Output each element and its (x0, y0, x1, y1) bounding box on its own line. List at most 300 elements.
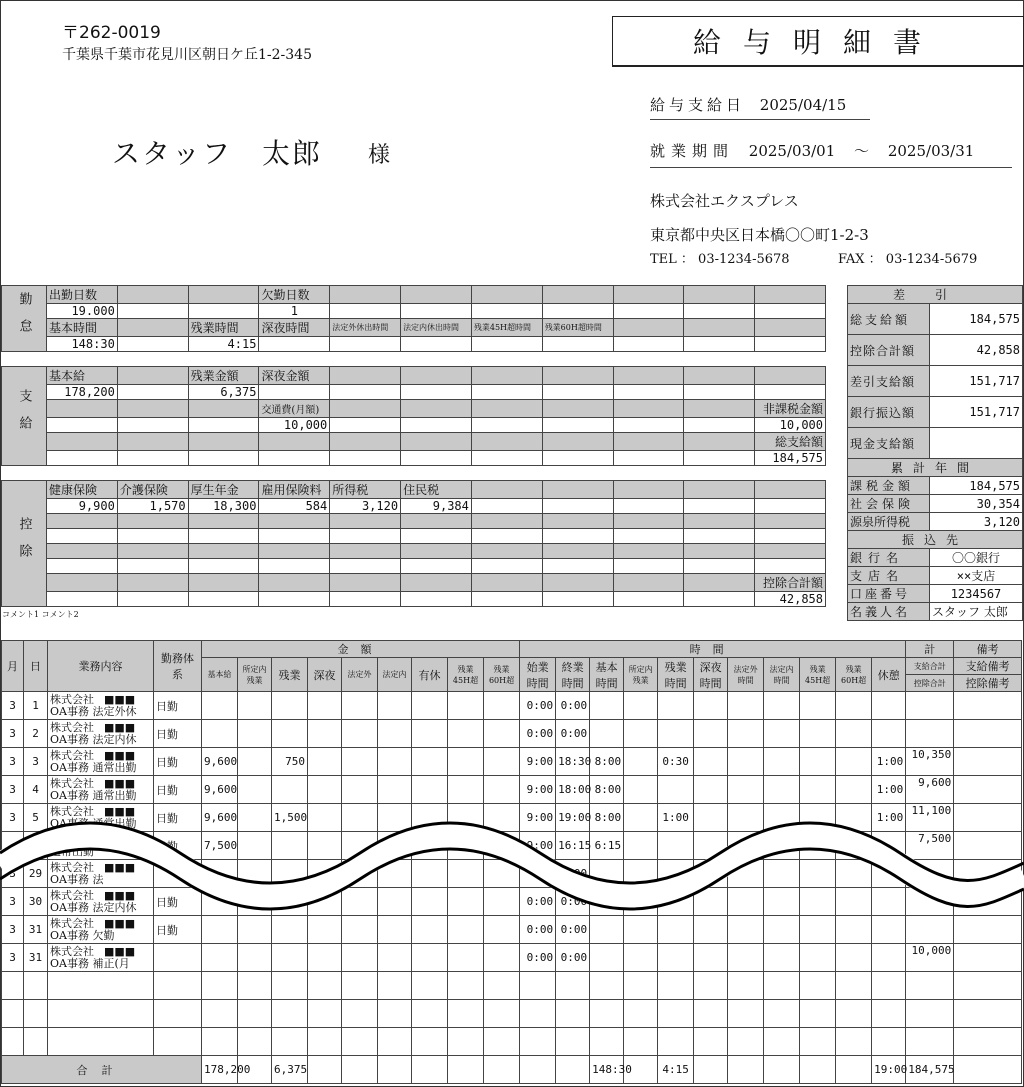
work-period (650, 140, 1012, 168)
row-paid (412, 944, 448, 972)
employment-insurance-label: 雇用保険料 (259, 481, 330, 499)
row-prescribed-ot (238, 720, 272, 748)
row-day: 30 (24, 888, 48, 916)
row-base-hours (590, 692, 624, 720)
row-night (308, 692, 342, 720)
row-night-h (694, 692, 728, 720)
row-work-type: 日勤 (154, 916, 202, 944)
row-total: 9,600 (906, 776, 954, 804)
resident-tax-label: 住民税 (401, 481, 472, 499)
row-task-text: OA事務 法定内休 (50, 732, 137, 746)
summary-net-label: 差引支給額 (848, 366, 930, 397)
row-break: 1:00 (872, 776, 906, 804)
row-start: 0:00 (520, 944, 556, 972)
note-deduction-label: 控除備考 (954, 675, 1022, 692)
row-60-h (836, 916, 872, 944)
row-company: 株式会社 (50, 720, 94, 734)
nontax-value: 10,000 (755, 418, 826, 433)
annual-social-label: 社会保険 (848, 495, 930, 513)
row-start: 0:00 (520, 916, 556, 944)
company-mask: ■■■ (104, 804, 136, 818)
row-base-pay: 9,600 (202, 776, 238, 804)
row-ot60 (484, 692, 520, 720)
daily-row (2, 720, 1022, 748)
row-task-text: OA事務 通常出勤 (50, 816, 137, 830)
deduction-table (1, 480, 826, 607)
row-45-h (800, 916, 836, 944)
row-ho-h (728, 776, 764, 804)
row-holiday-out (342, 692, 378, 720)
account-holder-label: 名義人名 (848, 603, 930, 621)
row-night-h (694, 944, 728, 972)
annual-title: 累計年間 (848, 459, 1023, 477)
care-insurance-label: 介護保険 (117, 481, 188, 499)
pay-date-value: 2025/04/15 (759, 96, 847, 114)
summary-title: 差引 (848, 286, 1023, 304)
row-day: 1 (24, 692, 48, 720)
row-holiday-out (342, 944, 378, 972)
row-start: 9:00 (520, 776, 556, 804)
row-end: 0:00 (556, 916, 590, 944)
amt-prescribed-ot: 所定内残業 (238, 658, 272, 692)
row-day: 3 (24, 748, 48, 776)
row-work-type: 日勤 (154, 832, 202, 860)
daily-footer-row (2, 1056, 1022, 1084)
comments: コメント1 コメント2 (2, 610, 79, 619)
row-company: 株式会社 (50, 916, 94, 930)
row-60-h (836, 720, 872, 748)
row-break (872, 720, 906, 748)
care-insurance-value: 1,570 (117, 499, 188, 514)
time-holiday-in: 法定内時間 (764, 658, 800, 692)
row-ot-hours: 0:30 (658, 748, 694, 776)
annual-taxable-label: 課税金額 (848, 477, 930, 495)
row-45-h (800, 692, 836, 720)
row-task (48, 916, 154, 944)
company-fax: FAX ： 03-1234-5679 (838, 252, 978, 267)
row-end: 0:00 (556, 692, 590, 720)
base-pay-label: 基本給 (47, 367, 118, 385)
row-ot-hours (658, 944, 694, 972)
footer-ot-hours: 4:15 (658, 1056, 694, 1084)
summary-table (847, 285, 1023, 621)
row-paid (412, 720, 448, 748)
row-45-h (800, 776, 836, 804)
company-name: 株式会社エクスプレス (650, 192, 799, 210)
overtime-pay-label: 残業金額 (188, 367, 259, 385)
ot45-label: 残業45H超時間 (471, 319, 542, 337)
document-title: 給与明細書 (612, 16, 1024, 67)
footer-base: 178,200 (202, 1056, 238, 1084)
overtime-hours-value: 4:15 (188, 337, 259, 352)
amt-ot: 残業 (272, 658, 308, 692)
row-task-text: OA事務 欠勤 (50, 928, 115, 942)
row-hi-h (764, 916, 800, 944)
amt-base: 基本給 (202, 658, 238, 692)
pension-value: 18,300 (188, 499, 259, 514)
pay-date-label: 給与支給日 (650, 96, 746, 114)
bank-name-value: 〇〇銀行 (930, 549, 1023, 567)
row-base-hours: 8:00 (590, 804, 624, 832)
row-base-hours (590, 916, 624, 944)
pay-date (650, 94, 870, 120)
col-total: 計 (906, 641, 954, 658)
row-break: 1:00 (872, 748, 906, 776)
footer-total-label: 合計 (2, 1056, 202, 1084)
night-pay-label: 深夜金額 (259, 367, 330, 385)
row-night-h (694, 916, 728, 944)
row-end: 16:15 (556, 832, 590, 860)
sum-deduction-label: 控除合計 (906, 675, 954, 692)
company-mask: ■■■ (104, 720, 136, 734)
row-task-text: 通常出勤 (50, 844, 94, 858)
row-break (872, 692, 906, 720)
col-note: 備考 (954, 641, 1022, 658)
summary-bank-value: 151,717 (930, 397, 1023, 428)
row-ot-pay (272, 916, 308, 944)
row-holiday-out (342, 720, 378, 748)
row-holiday-in (378, 748, 412, 776)
row-task-text: OA事務 法定外休 (50, 704, 137, 718)
row-prescribed-ot-h (624, 776, 658, 804)
row-base-pay (202, 944, 238, 972)
row-break (872, 944, 906, 972)
row-end: 0:00 (556, 720, 590, 748)
row-holiday-out (342, 748, 378, 776)
row-paid (412, 692, 448, 720)
row-holiday-in (378, 916, 412, 944)
row-hi-h (764, 944, 800, 972)
row-total: 10,350 (906, 748, 954, 776)
row-company: 株式会社 (50, 860, 94, 874)
recipient-address: 千葉県千葉市花見川区朝日ケ丘1-2-345 (62, 47, 312, 63)
row-base-hours: 6:15 (590, 832, 624, 860)
annual-withholding-value: 3,120 (930, 513, 1023, 531)
row-day: 29 (24, 860, 48, 888)
row-hi-h (764, 692, 800, 720)
row-ot45 (448, 720, 484, 748)
row-end: 0:00 (556, 860, 590, 888)
row-total: 10,000 (906, 944, 954, 972)
row-base-pay: 9,600 (202, 748, 238, 776)
company-mask: ■■■ (104, 888, 136, 902)
period-start: 2025/03/01 (748, 142, 836, 160)
night-hours-label: 深夜時間 (259, 319, 330, 337)
period-label: 就業期間 (650, 142, 735, 160)
row-work-type: 日勤 (154, 804, 202, 832)
row-ot-hours (658, 776, 694, 804)
row-start: 9:00 (520, 804, 556, 832)
row-day: 4 (24, 776, 48, 804)
row-ot-hours: 1:00 (658, 804, 694, 832)
row-start: 0:00 (520, 720, 556, 748)
deduction-total-value: 42,858 (755, 592, 826, 607)
sum-pay-label: 支給合計 (906, 658, 954, 675)
row-prescribed-ot (238, 776, 272, 804)
daily-row (2, 748, 1022, 776)
daily-row (2, 916, 1022, 944)
row-month: 3 (2, 748, 24, 776)
row-work-type: 日勤 (154, 888, 202, 916)
time-ot45: 残業45H超 (800, 658, 836, 692)
daily-header (2, 641, 1022, 692)
annual-social-value: 30,354 (930, 495, 1023, 513)
row-paid (412, 776, 448, 804)
row-company: 株式会社 (50, 944, 94, 958)
col-work-type: 勤務体系 (154, 641, 202, 692)
row-note (954, 720, 1022, 748)
amt-holiday-out: 法定外 (342, 658, 378, 692)
income-tax-value: 3,120 (330, 499, 401, 514)
row-day: 2 (24, 720, 48, 748)
row-45-h (800, 748, 836, 776)
row-ot60 (484, 720, 520, 748)
work-days-value: 19.000 (47, 304, 118, 319)
row-start: 0:00 (520, 692, 556, 720)
row-prescribed-ot (238, 944, 272, 972)
wavy-cut-mark (0, 826, 1024, 906)
row-ho-h (728, 692, 764, 720)
time-break: 休憩 (872, 658, 906, 692)
row-task-text: OA事務 法定内休 (50, 900, 137, 914)
row-end: 19:00 (556, 804, 590, 832)
bank-name-label: 銀行名 (848, 549, 930, 567)
row-ot60 (484, 776, 520, 804)
row-company: 株式会社 (50, 776, 94, 790)
row-task (48, 692, 154, 720)
summary-gross-value: 184,575 (930, 304, 1023, 335)
row-prescribed-ot-h (624, 748, 658, 776)
bank-title: 振込先 (848, 531, 1023, 549)
row-ot-pay: 750 (272, 748, 308, 776)
row-night (308, 944, 342, 972)
time-end: 終業時間 (556, 658, 590, 692)
row-prescribed-ot (238, 916, 272, 944)
row-start: 0:00 (520, 888, 556, 916)
row-month: 3 (2, 944, 24, 972)
summary-gross-label: 総支給額 (848, 304, 930, 335)
row-ot-pay (272, 776, 308, 804)
amt-ot60: 残業60H超 (484, 658, 520, 692)
daily-row (2, 692, 1022, 720)
footer-base-hours: 148:30 (590, 1056, 624, 1084)
employment-insurance-value: 584 (259, 499, 330, 514)
row-holiday-in (378, 692, 412, 720)
row-month: 3 (2, 860, 24, 888)
row-holiday-in (378, 944, 412, 972)
footer-grand-total: 184,575 (906, 1056, 954, 1084)
summary-deduction-label: 控除合計額 (848, 335, 930, 366)
row-prescribed-ot (238, 692, 272, 720)
row-prescribed-ot-h (624, 916, 658, 944)
attendance-table (1, 285, 826, 352)
row-month: 3 (2, 720, 24, 748)
row-ot60 (484, 944, 520, 972)
resident-tax-value: 9,384 (401, 499, 472, 514)
transport-value: 10,000 (259, 418, 330, 433)
honorific: 様 (368, 143, 391, 168)
row-end: 18:00 (556, 776, 590, 804)
row-ot-hours (658, 916, 694, 944)
amt-ot45: 残業45H超 (448, 658, 484, 692)
row-day: 31 (24, 944, 48, 972)
row-ot45 (448, 776, 484, 804)
row-company: 株式会社 (50, 888, 94, 902)
time-night: 深夜時間 (694, 658, 728, 692)
nontax-label: 非課税金額 (755, 400, 826, 418)
row-ot45 (448, 916, 484, 944)
branch-name-value: ××支店 (930, 567, 1023, 585)
row-task-text: OA事務 通常出勤 (50, 760, 137, 774)
row-end: 0:00 (556, 944, 590, 972)
base-hours-label: 基本時間 (47, 319, 118, 337)
note-pay-label: 支給備考 (954, 658, 1022, 675)
row-day: 5 (24, 804, 48, 832)
row-ho-h (728, 748, 764, 776)
row-ho-h (728, 944, 764, 972)
summary-bank-label: 銀行振込額 (848, 397, 930, 428)
total-pay-value: 184,575 (755, 451, 826, 466)
row-break: 1:00 (872, 804, 906, 832)
row-60-h (836, 748, 872, 776)
col-task: 業務内容 (48, 641, 154, 692)
row-company: 株式会社 (50, 832, 94, 846)
row-end: 0:00 (556, 888, 590, 916)
row-work-type: 日勤 (154, 776, 202, 804)
row-note (954, 916, 1022, 944)
row-task-text: OA事務 法 (50, 872, 104, 886)
row-total: 7,500 (906, 832, 954, 860)
col-amount-group: 金額 (202, 641, 520, 658)
annual-taxable-value: 184,575 (930, 477, 1023, 495)
holiday-out-label: 法定外休出時間 (330, 319, 401, 337)
row-company: 株式会社 (50, 804, 94, 818)
daily-row (2, 776, 1022, 804)
period-separator: ～ (854, 142, 870, 160)
row-ot-pay (272, 720, 308, 748)
row-month: 3 (2, 776, 24, 804)
row-night (308, 916, 342, 944)
row-night (308, 748, 342, 776)
row-prescribed-ot-h (624, 944, 658, 972)
row-base-hours: 8:00 (590, 748, 624, 776)
row-holiday-out (342, 916, 378, 944)
row-60-h (836, 944, 872, 972)
account-holder-value: スタッフ 太郎 (930, 603, 1023, 621)
amt-night: 深夜 (308, 658, 342, 692)
recipient-name: スタッフ 太郎 (112, 137, 323, 170)
row-base-pay: 7,500 (202, 832, 238, 860)
ot60-label: 残業60H超時間 (542, 319, 613, 337)
account-number-label: 口座番号 (848, 585, 930, 603)
summary-cash-label: 現金支給額 (848, 428, 930, 459)
row-prescribed-ot (238, 748, 272, 776)
time-prescribed-ot: 所定内残業 (624, 658, 658, 692)
row-task-text: OA事務 補正(月 (50, 956, 130, 970)
row-month: 3 (2, 692, 24, 720)
row-total: 11,100 (906, 804, 954, 832)
period-end: 2025/03/31 (887, 142, 975, 160)
annual-withholding-label: 源泉所得税 (848, 513, 930, 531)
col-day: 日 (24, 641, 48, 692)
company-mask: ■■■ (104, 916, 136, 930)
row-company: 株式会社 (50, 748, 94, 762)
company-mask: ■■■ (104, 944, 136, 958)
row-ot-hours (658, 692, 694, 720)
absent-days-value: 1 (259, 304, 330, 319)
income-tax-label: 所得税 (330, 481, 401, 499)
daily-row (2, 944, 1022, 972)
row-month: 3 (2, 804, 24, 832)
row-prescribed-ot-h (624, 720, 658, 748)
row-ot-pay: 1,500 (272, 804, 308, 832)
postal-code: 〒262-0019 (62, 23, 161, 43)
row-work-type: 日勤 (154, 692, 202, 720)
row-base-hours: 8:00 (590, 776, 624, 804)
deduction-section-label: 控除 (2, 481, 47, 607)
row-note (954, 776, 1022, 804)
row-ot-hours (658, 720, 694, 748)
company-mask: ■■■ (104, 748, 136, 762)
row-task (48, 748, 154, 776)
row-work-type (154, 944, 202, 972)
amt-holiday-in: 法定内 (378, 658, 412, 692)
account-number-value: 1234567 (930, 585, 1023, 603)
row-task (48, 776, 154, 804)
company-tel: TEL ： 03-1234-5678 (650, 252, 790, 267)
row-month: 3 (2, 888, 24, 916)
row-base-hours (590, 944, 624, 972)
row-company: 株式会社 (50, 692, 94, 706)
row-night (308, 720, 342, 748)
attendance-section-label: 勤怠 (2, 286, 47, 352)
row-break (872, 916, 906, 944)
row-day: 31 (24, 916, 48, 944)
row-note (954, 748, 1022, 776)
row-note (954, 692, 1022, 720)
summary-net-value: 151,717 (930, 366, 1023, 397)
row-base-pay (202, 916, 238, 944)
row-total (906, 720, 954, 748)
row-paid (412, 748, 448, 776)
row-start: 9:00 (520, 748, 556, 776)
row-ho-h (728, 916, 764, 944)
col-month: 月 (2, 641, 24, 692)
total-pay-label: 総支給額 (755, 433, 826, 451)
company-mask: ■■■ (104, 860, 136, 874)
footer-ot: 6,375 (272, 1056, 308, 1084)
row-base-pay: 9,600 (202, 804, 238, 832)
row-work-type: 日勤 (154, 720, 202, 748)
summary-cash-value (930, 428, 1023, 459)
company-address: 東京都中央区日本橋〇〇町1-2-3 (650, 226, 869, 244)
row-total (906, 692, 954, 720)
deduction-total-label: 控除合計額 (755, 574, 826, 592)
branch-name-label: 支店名 (848, 567, 930, 585)
row-prescribed-ot-h (624, 692, 658, 720)
overtime-pay-value: 6,375 (188, 385, 259, 400)
row-base-pay (202, 692, 238, 720)
footer-break: 19:00 (872, 1056, 906, 1084)
row-ot45 (448, 692, 484, 720)
row-45-h (800, 944, 836, 972)
row-base-hours (590, 720, 624, 748)
pension-label: 厚生年金 (188, 481, 259, 499)
row-task (48, 720, 154, 748)
col-time-group: 時間 (520, 641, 906, 658)
base-pay-value: 178,200 (47, 385, 118, 400)
holiday-in-label: 法定内休出時間 (401, 319, 472, 337)
